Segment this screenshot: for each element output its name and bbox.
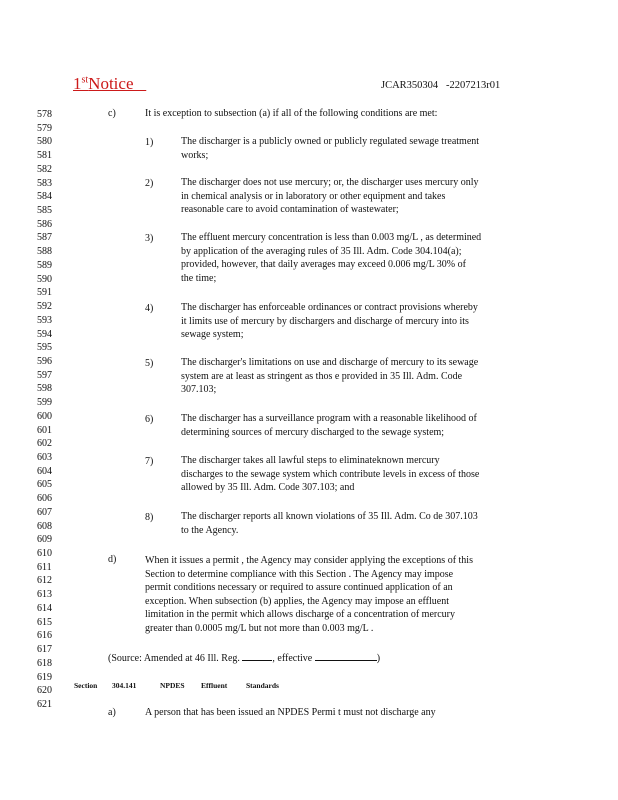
line-number: 589 <box>37 259 52 271</box>
item-4-marker: 4) <box>145 303 154 314</box>
line-number: 598 <box>37 383 52 395</box>
text-line: 307.103; <box>181 384 217 395</box>
line-number: 619 <box>37 671 52 683</box>
line-number: 597 <box>37 369 52 381</box>
text-line: The discharger has a surveillance program with a reasonable likelihood of <box>181 413 477 424</box>
text-line: determining sources of mercury discharged to the sewage system; <box>181 426 445 438</box>
text-line: reasonable care to avoid contamination of wastewater; <box>181 204 399 215</box>
blank-register-volume <box>242 651 272 661</box>
item-3-marker: 3) <box>145 233 154 244</box>
line-number: 587 <box>37 232 52 244</box>
line-number: 588 <box>37 246 52 258</box>
line-number: 580 <box>37 136 52 148</box>
line-number: 607 <box>37 506 52 518</box>
text-line: to the Agency. <box>181 524 239 536</box>
line-number: 614 <box>37 602 52 614</box>
item-5-text <box>181 356 478 397</box>
line-number: 595 <box>37 342 52 354</box>
text-line: it limits use of mercury by dischargers and discharge of mercury into its <box>181 315 469 327</box>
line-number: 602 <box>37 438 52 450</box>
line-number: 600 <box>37 410 52 422</box>
document-id: JCAR350304 -2207213r01 <box>381 80 501 91</box>
text-line: The effluent mercury concentration is less than 0.003 mg/L , as determined <box>181 232 482 243</box>
text-line: Section to determine compliance with this Section . The Agency may impose <box>145 568 454 580</box>
text-line: in chemical analysis or in laboratory or other equipment and takes <box>181 190 446 202</box>
line-number: 586 <box>37 218 52 230</box>
line-number: 599 <box>37 397 52 409</box>
line-number: 611 <box>37 561 52 573</box>
text-line: greater than 0.0005 mg/L but not more than 0.003 mg/L . <box>145 622 374 634</box>
line-number: 605 <box>37 479 52 491</box>
line-number: 596 <box>37 355 52 367</box>
line-number: 603 <box>37 452 52 463</box>
text-line: by application of the averaging rules of 35 Ill. Adm. Code 304.104(a); <box>181 245 462 257</box>
line-number: 604 <box>37 465 52 477</box>
item-1-marker: 1) <box>145 137 154 148</box>
item-c-text: It is exception to subsection (a) if all of the following conditions are met: <box>145 108 438 119</box>
text-line: The discharger does not use mercury; or, the discharger uses mercury only <box>181 177 479 188</box>
item-3-text <box>181 231 481 285</box>
item-4-text <box>181 301 478 342</box>
line-number: 594 <box>37 328 52 340</box>
line-number: 616 <box>37 630 52 642</box>
text-line: the time; <box>181 272 217 284</box>
text-line: The discharger has enforceable ordinances or contract provisions whereby <box>181 302 478 313</box>
text-line: sewage system; <box>181 329 244 340</box>
item-2-marker: 2) <box>145 178 154 189</box>
line-number: 590 <box>37 273 52 285</box>
section-title-word: Standards <box>246 681 279 690</box>
line-number: 579 <box>37 122 52 134</box>
text-line: discharges to the sewage system which contribute levels in excess of those <box>181 468 480 480</box>
line-number: 583 <box>37 177 52 189</box>
item-5-marker: 5) <box>145 358 154 369</box>
text-line: The discharger reports all known violations of 35 Ill. Adm. Co de 307.103 <box>181 511 478 522</box>
item-7-marker: 7) <box>145 456 154 467</box>
line-number: 609 <box>37 534 52 546</box>
line-number: 584 <box>37 191 52 203</box>
line-number: 612 <box>37 575 52 587</box>
line-number: 610 <box>37 548 52 560</box>
line-number: 601 <box>37 424 52 436</box>
source-note: (Source: Amended at 46 Ill. Reg. , effective ) <box>108 653 381 664</box>
item-1-text <box>181 135 479 162</box>
item-6-marker: 6) <box>145 414 154 425</box>
line-number: 582 <box>37 163 52 175</box>
line-number: 613 <box>37 589 52 601</box>
line-number: 617 <box>37 644 52 656</box>
line-number: 578 <box>37 109 52 120</box>
text-line: The discharger's limitations on use and discharge of mercury to its sewage <box>181 357 479 368</box>
item-8-marker: 8) <box>145 512 154 523</box>
section-label: Section <box>74 681 98 690</box>
text-line: system are at least as stringent as thos e provided in 35 Ill. Adm. Code <box>181 370 463 382</box>
line-number: 591 <box>37 287 52 299</box>
text-line: permit conditions necessary or required to assure continued application of an <box>145 582 453 593</box>
text-line: When it issues a permit , the Agency may consider applying the exceptions of this <box>145 555 473 566</box>
item-d-marker: d) <box>108 554 117 565</box>
notice-heading: 1stNotice <box>73 74 134 93</box>
line-number: 585 <box>37 205 52 217</box>
text-line: The discharger takes all lawful steps to eliminateknown mercury <box>181 455 440 466</box>
text-line: The discharger is a publicly owned or publicly regulated sewage treatment <box>181 136 480 147</box>
line-number: 618 <box>37 657 52 669</box>
text-line: limitation in the permit which allows discharge of a concentration of mercury <box>145 609 455 620</box>
section-number: 304.141 <box>112 681 137 690</box>
item-6-text <box>181 412 477 439</box>
section-title-word: Effluent <box>201 681 228 690</box>
text-line: allowed by 35 Ill. Adm. Code 307.103; and <box>181 482 355 493</box>
blank-effective-date <box>315 651 377 661</box>
item-2-text <box>181 176 478 217</box>
item-a-marker: a) <box>108 707 116 718</box>
item-7-text <box>181 454 479 495</box>
text-line: works; <box>181 149 209 161</box>
line-number: 593 <box>37 314 52 326</box>
section-title-word: NPDES <box>160 681 185 690</box>
line-number: 608 <box>37 520 52 532</box>
line-number: 592 <box>37 301 52 313</box>
text-line: provided, however, that daily averages may exceed 0.006 mg/L 30% of <box>181 259 466 270</box>
text-line: exception. When subsection (b) applies, the Agency may impose an effluent <box>145 595 449 607</box>
item-a-text: A person that has been issued an NPDES Permi t must not discharge any <box>145 707 436 718</box>
line-number: 621 <box>37 698 52 710</box>
item-c-marker: c) <box>108 108 116 119</box>
item-8-text <box>181 510 478 537</box>
item-d-text <box>145 554 473 635</box>
line-number: 620 <box>37 685 52 697</box>
line-number: 615 <box>37 616 52 628</box>
line-number: 606 <box>37 493 52 505</box>
line-number: 581 <box>37 150 52 162</box>
